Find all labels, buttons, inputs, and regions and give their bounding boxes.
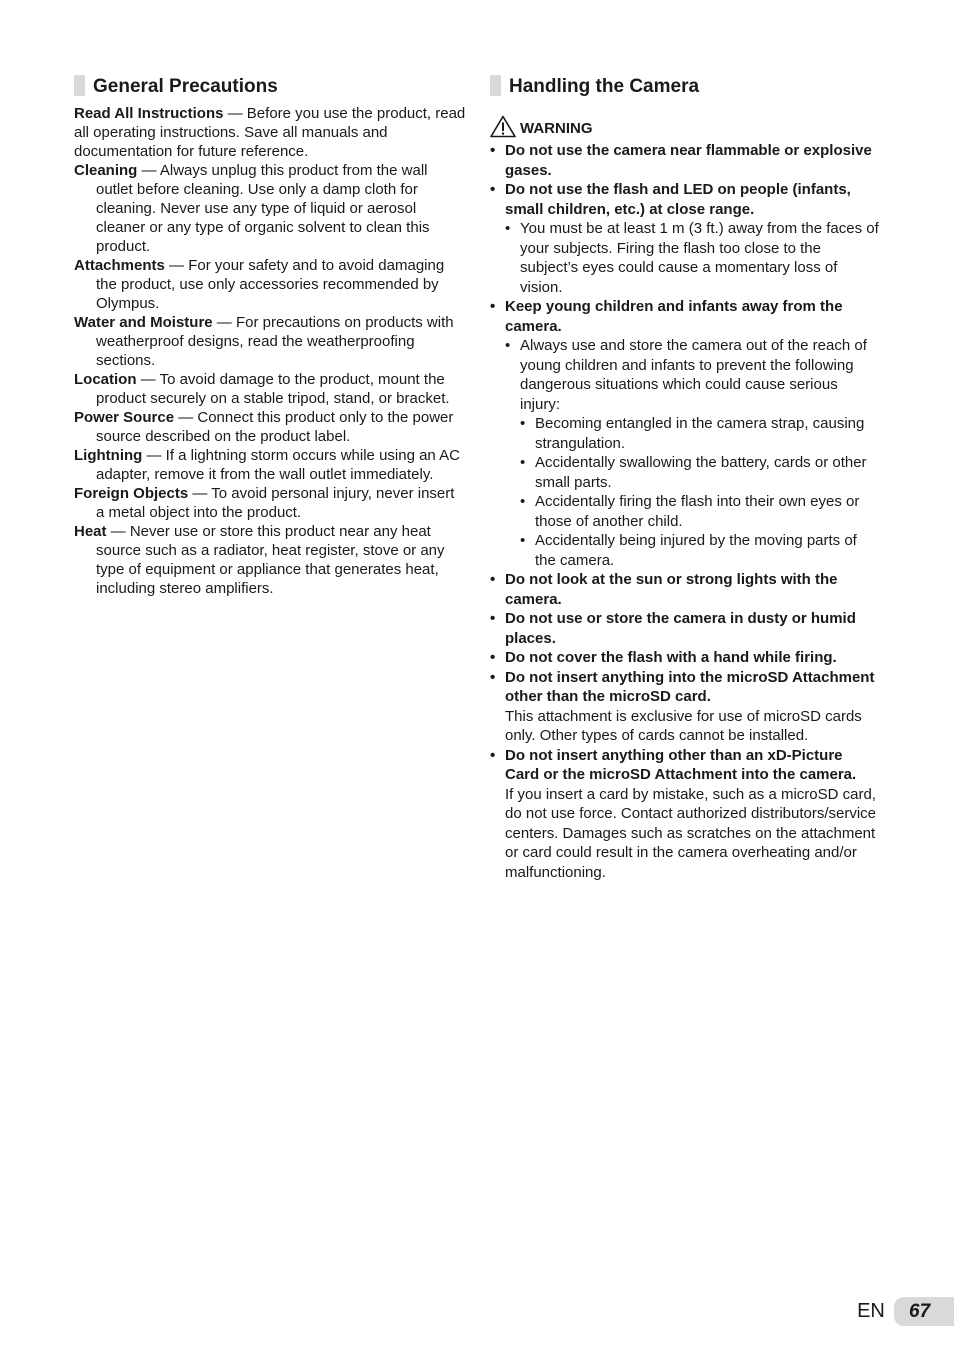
- precaution-term: Cleaning: [74, 162, 138, 179]
- precaution-text: — Before you use the product, read all operating instructions. Save all manuals and documentation for future reference.: [74, 105, 466, 160]
- precaution-text: — Never use or store this product near any heat source such as a radiator, heat register, stove or any type of equipment or appliance that generates heat, including stereo amplifiers.: [96, 523, 445, 597]
- warning-text: Do not insert anything into the microSD Attachment other than the microSD card.: [505, 668, 875, 705]
- danger-text: Accidentally swallowing the battery, cards or other small parts.: [535, 454, 867, 491]
- warning-list: [490, 141, 880, 882]
- bullet: •: [520, 532, 526, 549]
- warning-text: Do not use the flash and LED on people (infants, small children, etc.) at close range.: [505, 181, 851, 218]
- precaution-item: [74, 408, 466, 446]
- danger-item: [520, 492, 880, 531]
- warning-text: Do not cover the flash with a hand while firing.: [505, 649, 837, 666]
- warning-item: [490, 570, 880, 609]
- warning-sublist: [505, 336, 880, 570]
- precaution-text: — For your safety and to avoid damaging the product, use only accessories recommended by Olympus.: [96, 257, 445, 312]
- precaution-term: Location: [74, 371, 137, 388]
- bullet: •: [490, 181, 496, 198]
- warning-triangle-icon: [490, 115, 516, 138]
- warning-item: [490, 297, 880, 570]
- bullet: •: [490, 668, 496, 686]
- warning-label: WARNING: [520, 120, 593, 137]
- warning-heading: [490, 115, 880, 141]
- warning-sublist: [505, 219, 880, 297]
- precaution-term: Heat: [74, 523, 107, 540]
- warning-note: If you insert a card by mistake, such as a microSD card, do not use force. Contact authorized distributors/service centers. Damages such as scratches on the attachment or card could result in the camera overheating and/or malfunctioning.: [505, 785, 877, 881]
- general-precautions-heading: [74, 74, 466, 98]
- warning-note: This attachment is exclusive for use of microSD cards only. Other types of cards cannot be installed.: [505, 707, 862, 744]
- bullet: •: [505, 337, 511, 354]
- danger-item: [520, 453, 880, 492]
- precaution-item: [74, 484, 466, 522]
- heading-marker: [490, 75, 501, 96]
- bullet: •: [490, 571, 496, 588]
- precaution-text: — To avoid damage to the product, mount the product securely on a stable tripod, stand, or bracket.: [96, 371, 450, 407]
- warning-text: Do not use or store the camera in dusty or humid places.: [505, 610, 856, 647]
- warning-item: [490, 609, 880, 648]
- precautions-list: [74, 104, 466, 598]
- warning-subtext: You must be at least 1 m (3 ft.) away from the faces of your subjects. Firing the flash too close to the subject’s eyes could cause a momentary loss of vision.: [520, 220, 879, 296]
- precaution-item: [74, 370, 466, 408]
- language-label: EN: [857, 1300, 885, 1322]
- precaution-text: — Connect this product only to the power source described on the product label.: [96, 409, 454, 445]
- precaution-term: Read All Instructions: [74, 105, 224, 122]
- precaution-term: Attachments: [74, 257, 165, 274]
- bullet: •: [490, 610, 496, 627]
- handling-camera-heading: [490, 74, 880, 98]
- precaution-term: Lightning: [74, 447, 143, 464]
- precaution-term: Power Source: [74, 409, 175, 426]
- bullet: •: [490, 746, 496, 764]
- danger-item: [520, 531, 880, 570]
- precaution-item: [74, 161, 466, 256]
- danger-text: Accidentally being injured by the moving parts of the camera.: [535, 532, 857, 569]
- warning-text: Do not insert anything other than an xD-Picture Card or the microSD Attachment into the camera.: [505, 746, 857, 783]
- precaution-item: [74, 104, 466, 161]
- danger-text: Accidentally firing the flash into their own eyes or those of another child.: [535, 493, 860, 530]
- bullet: •: [520, 415, 526, 432]
- bullet: •: [490, 298, 496, 315]
- warning-item: [490, 668, 880, 746]
- general-precautions-section: [74, 74, 466, 598]
- warning-text: Do not look at the sun or strong lights with the camera.: [505, 571, 838, 608]
- danger-text: Becoming entangled in the camera strap, causing strangulation.: [535, 415, 865, 452]
- warning-item: [490, 648, 880, 668]
- warning-item: [490, 180, 880, 297]
- bullet: •: [520, 454, 526, 471]
- page-footer: [854, 1297, 954, 1326]
- warning-text: Do not use the camera near flammable or explosive gases.: [505, 142, 872, 179]
- heading-marker: [74, 75, 85, 96]
- warning-subitem: [505, 219, 880, 297]
- bullet: •: [520, 493, 526, 510]
- warning-subitem: [505, 336, 880, 570]
- precaution-term: Water and Moisture: [74, 314, 213, 331]
- bullet: •: [505, 220, 511, 237]
- warning-subtext: Always use and store the camera out of the reach of young children and infants to prevent the following dangerous situations which could cause serious injury:: [520, 337, 867, 413]
- general-precautions-title: General Precautions: [93, 76, 278, 97]
- danger-item: [520, 414, 880, 453]
- precaution-text: — For precautions on products with weatherproof designs, read the weatherproofing sections.: [96, 314, 454, 369]
- precaution-text: — To avoid personal injury, never insert a metal object into the product.: [96, 485, 455, 521]
- precaution-item: [74, 522, 466, 598]
- precaution-item: [74, 313, 466, 370]
- precaution-text: — Always unplug this product from the wall outlet before cleaning. Use only a damp cloth for cleaning. Never use any type of liquid or aerosol cleaner or any type of organic solvent to clean this product.: [96, 162, 430, 255]
- handling-camera-title: Handling the Camera: [509, 76, 700, 97]
- bullet: •: [490, 142, 496, 159]
- warning-subsublist: [520, 414, 880, 570]
- precaution-term: Foreign Objects: [74, 485, 189, 502]
- handling-camera-section: [490, 74, 880, 882]
- warning-text: Keep young children and infants away from the camera.: [505, 298, 843, 335]
- page-number: 67: [894, 1297, 954, 1326]
- precaution-item: [74, 446, 466, 484]
- precaution-text: — If a lightning storm occurs while using an AC adapter, remove it from the wall outlet immediately.: [96, 447, 460, 483]
- precaution-item: [74, 256, 466, 313]
- warning-item: [490, 746, 880, 883]
- warning-item: [490, 141, 880, 180]
- bullet: •: [490, 649, 496, 666]
